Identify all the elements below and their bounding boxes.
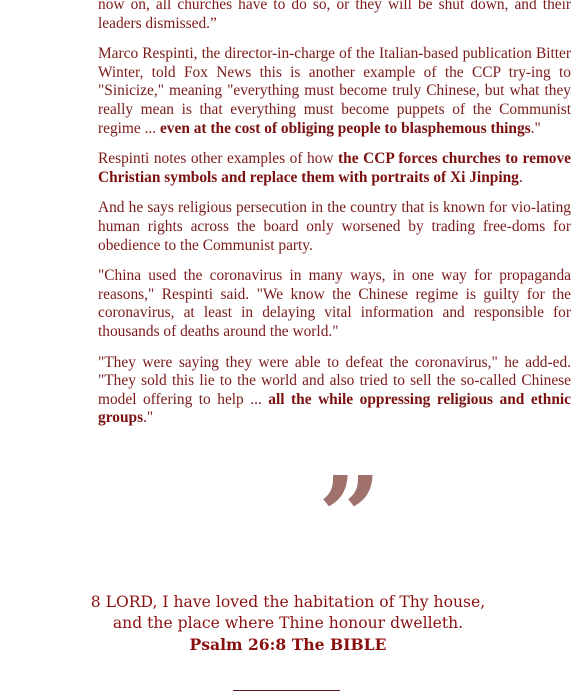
paragraph-3-text: Respinti notes other examples of how <box>98 150 339 168</box>
closing-quote-icon: ” <box>318 452 382 581</box>
verse-line-2: and the place where Thine honour dwelleth. <box>112 614 464 632</box>
paragraph-2-emphasis: even at the cost of obliging people to blasphemous things <box>159 119 531 137</box>
paragraph-6-emphasis: all the while oppressing religious and ethnic groups <box>98 390 571 427</box>
paragraph-5 <box>98 267 571 341</box>
verse-reference: Psalm 26:8 The BIBLE <box>189 635 387 654</box>
paragraph-3-emphasis: the CCP forces churches to remove Christian symbols and replace them with portraits of Xi Jinping <box>98 150 571 186</box>
paragraph-6-text: "They were saying they were able to defeat the coronavirus," he add-ed. "They sold this lie to the world and also tried to sell the so-called Chinese model offering to help ... <box>98 353 571 408</box>
paragraph-4-text: And he says religious persecution in the country that is known for vio-lating human rights across the board only worsened by trading free-doms for obedience to the Communist party. <box>98 199 571 254</box>
paragraph-6-end: ." <box>143 409 154 427</box>
paragraph-2-text: Marco Respinti, the director-in-charge of the Italian-based publication Bitter Winter, told Fox News this is another example of the CCP try-ing to "Sinicize," meaning "everything must become truly Chinese, but what they really mean is that everything must become puppets of the Communist regime ... <box>98 45 571 137</box>
article-body <box>98 0 571 440</box>
paragraph-1 <box>98 0 571 33</box>
paragraph-2-end: ." <box>530 119 541 137</box>
paragraph-5-text: "China used the coronavirus in many ways, in one way for propaganda reasons," Respinti said. "We know the Chinese regime is guilty for the coronavirus, at least in delaying vital information and responsible for thousands of deaths around the world." <box>98 267 571 340</box>
paragraph-4 <box>98 199 571 255</box>
divider-rule <box>233 690 340 691</box>
paragraph-3-end: . <box>518 168 523 186</box>
paragraph-6 <box>98 354 571 428</box>
bible-verse <box>78 592 498 655</box>
paragraph-3 <box>98 150 571 187</box>
paragraph-2 <box>98 45 571 138</box>
verse-line-1: 8 LORD, I have loved the habitation of Thy house, <box>90 593 486 611</box>
paragraph-1-text: now on, all churches have to do so, or they will be shut down, and their leaders dismissed.” <box>98 0 571 32</box>
